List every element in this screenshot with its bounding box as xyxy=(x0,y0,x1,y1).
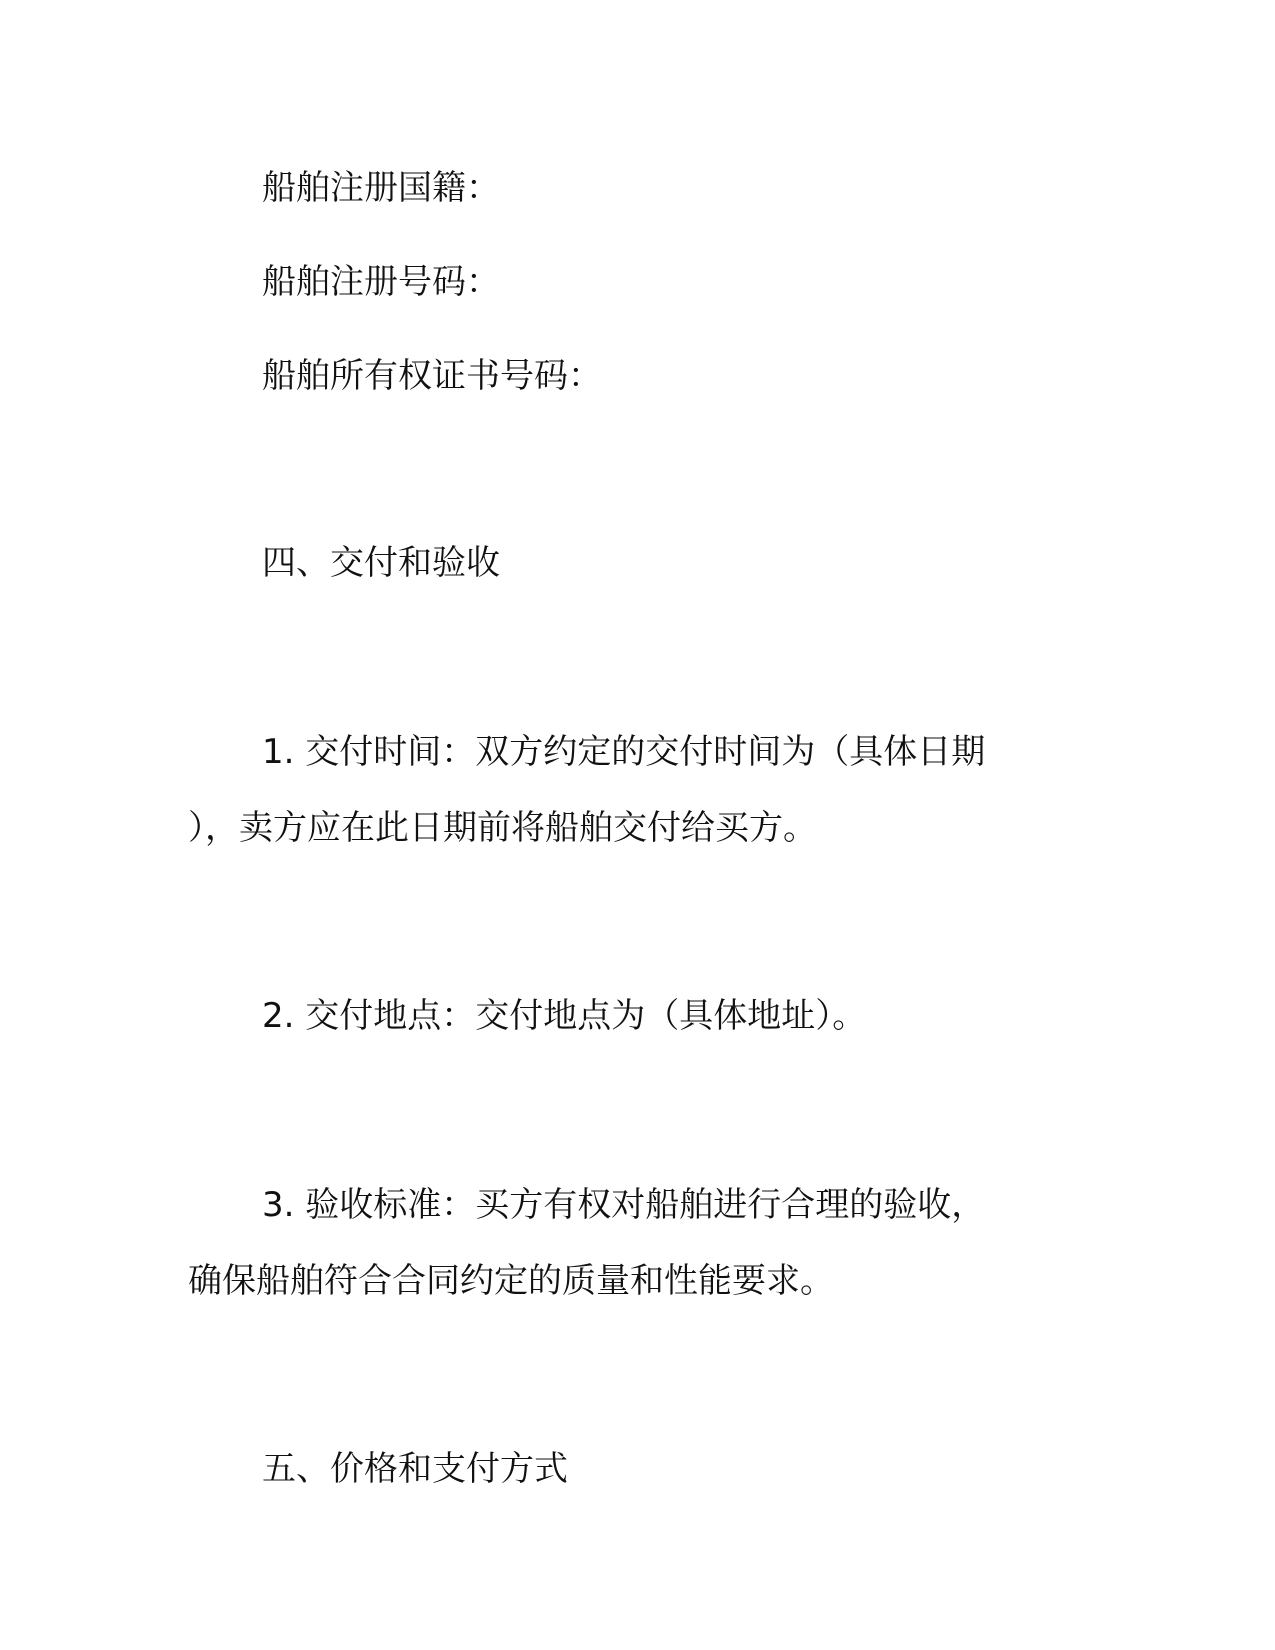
registry-nationality-field: 船舶注册国籍： xyxy=(262,168,500,208)
delivery-time-paragraph-line-2: ），卖方应在此日期前将船舶交付给买方。 xyxy=(188,808,817,848)
section-5-heading: 五、价格和支付方式 xyxy=(262,1449,568,1489)
acceptance-standard-paragraph-line-1: 3. 验收标准：买方有权对船舶进行合理的验收， xyxy=(262,1185,986,1225)
ownership-certificate-number-field: 船舶所有权证书号码： xyxy=(262,356,602,396)
registry-number-field: 船舶注册号码： xyxy=(262,262,500,302)
acceptance-standard-paragraph-line-2: 确保船舶符合合同约定的质量和性能要求。 xyxy=(188,1261,834,1301)
delivery-time-paragraph-line-1: 1. 交付时间：双方约定的交付时间为（具体日期 xyxy=(262,732,986,772)
delivery-location-paragraph: 2. 交付地点：交付地点为（具体地址）。 xyxy=(262,996,867,1036)
section-4-heading: 四、交付和验收 xyxy=(262,543,500,583)
